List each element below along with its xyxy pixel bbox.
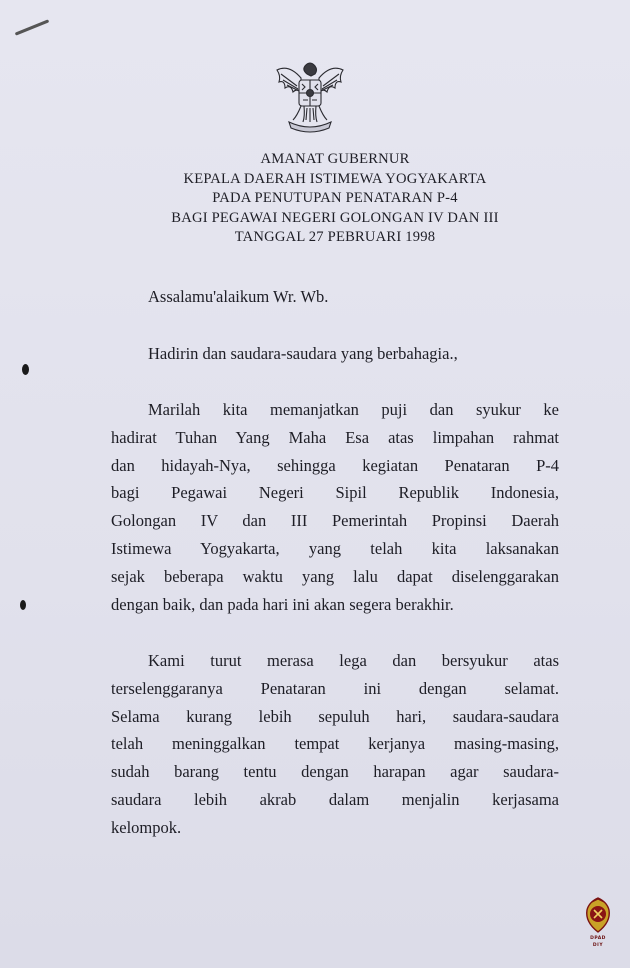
text-line: dengan baik, dan pada hari ini akan segera berakhir. bbox=[111, 594, 454, 614]
logo-label: DIY bbox=[592, 943, 604, 948]
greeting-salutation: Assalamu'alaikum Wr. Wb. bbox=[148, 287, 329, 306]
garuda-emblem-icon bbox=[271, 56, 349, 138]
text-line: telah meninggalkan tempat kerjanya masing-masing, bbox=[111, 734, 559, 754]
text-line: bagi Pegawai Negeri Sipil Republik Indonesia, bbox=[111, 483, 559, 503]
text-line: Selama kurang lebih sepuluh hari, saudara-saudara bbox=[111, 706, 559, 726]
punch-hole-mark bbox=[20, 600, 26, 610]
text-line: saudara lebih akrab dalam menjalin kerjasama bbox=[111, 789, 559, 809]
text-line: hadirat Tuhan Yang Maha Esa atas limpahan rahmat bbox=[111, 427, 559, 447]
text-line: Marilah kita memanjatkan puji dan syukur ke bbox=[148, 400, 559, 419]
logo-label: DPAD bbox=[590, 936, 606, 941]
text-line: Istimewa Yogyakarta, yang telah kita laksanakan bbox=[111, 538, 559, 558]
punch-hole-mark bbox=[22, 364, 29, 375]
heading-line: TANGGAL 27 PEBRUARI 1998 bbox=[234, 229, 436, 245]
paragraph-2 bbox=[111, 647, 559, 842]
paragraph-1 bbox=[111, 396, 559, 618]
document-heading bbox=[100, 150, 570, 248]
heading-line: PADA PENUTUPAN PENATARAN P-4 bbox=[212, 190, 458, 206]
heading-line: KEPALA DAERAH ISTIMEWA YOGYAKARTA bbox=[183, 170, 487, 187]
text-line: sudah barang tentu dengan harapan agar saudara- bbox=[111, 762, 559, 782]
archive-seal-icon bbox=[583, 896, 613, 936]
text-line: dan hidayah-Nya, sehingga kegiatan Penataran P-4 bbox=[111, 455, 559, 475]
heading-line: AMANAT GUBERNUR bbox=[260, 151, 410, 167]
text-line: terselenggaranya Penataran ini dengan selamat. bbox=[111, 678, 559, 698]
text-line: Kami turut merasa lega dan bersyukur atas bbox=[148, 651, 559, 670]
greeting-audience: Hadirin dan saudara-saudara yang berbahagia., bbox=[148, 344, 458, 363]
text-line: kelompok. bbox=[111, 817, 182, 837]
text-line: sejak beberapa waktu yang lalu dapat diselenggarakan bbox=[111, 566, 559, 586]
text-line: Golongan IV dan III Pemerintah Propinsi Daerah bbox=[111, 511, 559, 531]
heading-line: BAGI PEGAWAI NEGERI GOLONGAN IV DAN III bbox=[171, 209, 499, 226]
pen-mark bbox=[15, 19, 50, 35]
archive-logo bbox=[583, 896, 613, 954]
